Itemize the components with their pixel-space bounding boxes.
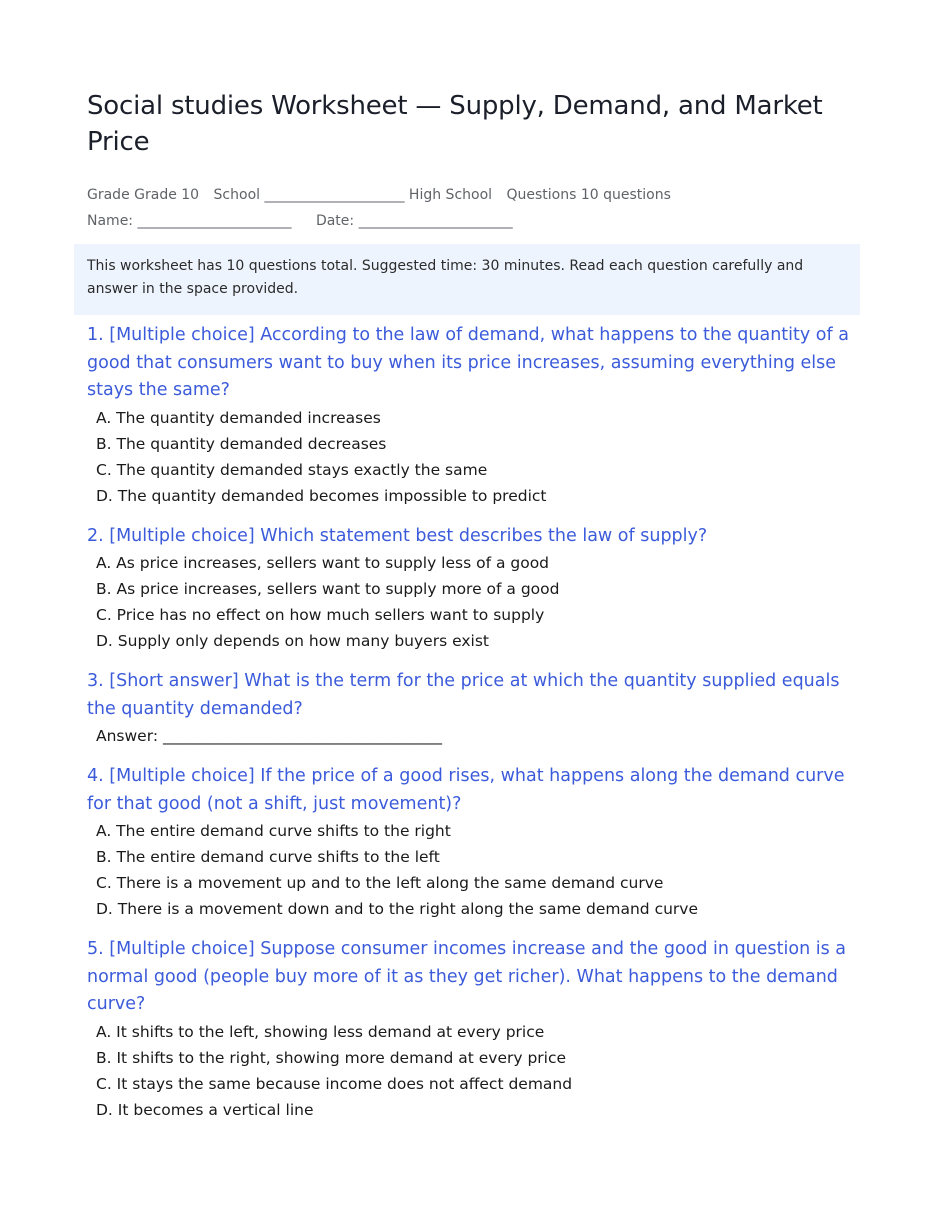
option-a[interactable]: A. As price increases, sellers want to supply less of a good bbox=[96, 554, 550, 572]
questions-label: Questions bbox=[506, 187, 577, 203]
option-b[interactable]: B. The entire demand curve shifts to the left bbox=[96, 848, 440, 866]
meta-row-info bbox=[87, 182, 860, 208]
page-title: Social studies Worksheet — Supply, Demand, and Market Price bbox=[87, 91, 823, 157]
worksheet-meta bbox=[87, 182, 860, 234]
question-4 bbox=[87, 763, 860, 922]
question-3 bbox=[87, 668, 860, 749]
option-a[interactable]: A. The entire demand curve shifts to the right bbox=[96, 822, 451, 840]
question-2 bbox=[87, 523, 860, 655]
option-d[interactable]: D. It becomes a vertical line bbox=[96, 1100, 314, 1119]
option-a[interactable]: A. The quantity demanded increases bbox=[96, 408, 381, 427]
question-text: 1. [Multiple choice] According to the law of demand, what happens to the quantity of a good that consumers want to buy when its price increases, assuming everything else stays the same? bbox=[87, 325, 849, 400]
option-c[interactable]: C. The quantity demanded stays exactly the same bbox=[96, 460, 488, 479]
option-b[interactable]: B. It shifts to the right, showing more demand at every price bbox=[96, 1048, 567, 1067]
question-text: 2. [Multiple choice] Which statement best describes the law of supply? bbox=[87, 525, 708, 546]
answer-options bbox=[87, 1019, 860, 1123]
question-5 bbox=[87, 936, 860, 1123]
option-d[interactable]: D. There is a movement down and to the right along the same demand curve bbox=[96, 900, 699, 918]
questions-value: 10 questions bbox=[580, 187, 671, 203]
school-value: ____________________ High School bbox=[264, 187, 493, 203]
meta-row-student bbox=[87, 208, 860, 234]
option-d[interactable]: D. The quantity demanded becomes impossible to predict bbox=[96, 486, 547, 505]
option-c[interactable]: C. There is a movement up and to the left along the same demand curve bbox=[96, 874, 664, 892]
answer-options bbox=[87, 818, 860, 922]
option-b[interactable]: B. The quantity demanded decreases bbox=[96, 434, 387, 453]
option-d[interactable]: D. Supply only depends on how many buyers exist bbox=[96, 632, 489, 650]
answer-options bbox=[87, 405, 860, 509]
question-text: 4. [Multiple choice] If the price of a good rises, what happens along the demand curve for that good (not a shift, just movement)? bbox=[87, 766, 845, 814]
answer-blank[interactable]: Answer: ____________________________________ bbox=[96, 727, 442, 745]
answer-options bbox=[87, 550, 860, 654]
option-c[interactable]: C. Price has no effect on how much sellers want to supply bbox=[96, 606, 545, 624]
question-1 bbox=[87, 322, 860, 509]
school-label: School bbox=[213, 187, 261, 203]
question-text: 5. [Multiple choice] Suppose consumer incomes increase and the good in question is a normal good (people buy more of it as they get richer). What happens to the demand curve? bbox=[87, 939, 847, 1014]
option-c[interactable]: C. It stays the same because income does not affect demand bbox=[96, 1074, 573, 1093]
option-a[interactable]: A. It shifts to the left, showing less demand at every price bbox=[96, 1022, 545, 1041]
grade-label: Grade bbox=[87, 187, 130, 203]
question-text: 3. [Short answer] What is the term for the price at which the quantity supplied equals the quantity demanded? bbox=[87, 671, 840, 719]
instructions-callout: This worksheet has 10 questions total. Suggested time: 30 minutes. Read each question carefully and answer in the space provided. bbox=[74, 244, 860, 315]
name-field[interactable]: Name: ______________________ bbox=[87, 213, 292, 229]
grade-value: Grade 10 bbox=[134, 187, 200, 203]
option-b[interactable]: B. As price increases, sellers want to supply more of a good bbox=[96, 580, 560, 598]
date-field[interactable]: Date: ______________________ bbox=[315, 213, 513, 229]
